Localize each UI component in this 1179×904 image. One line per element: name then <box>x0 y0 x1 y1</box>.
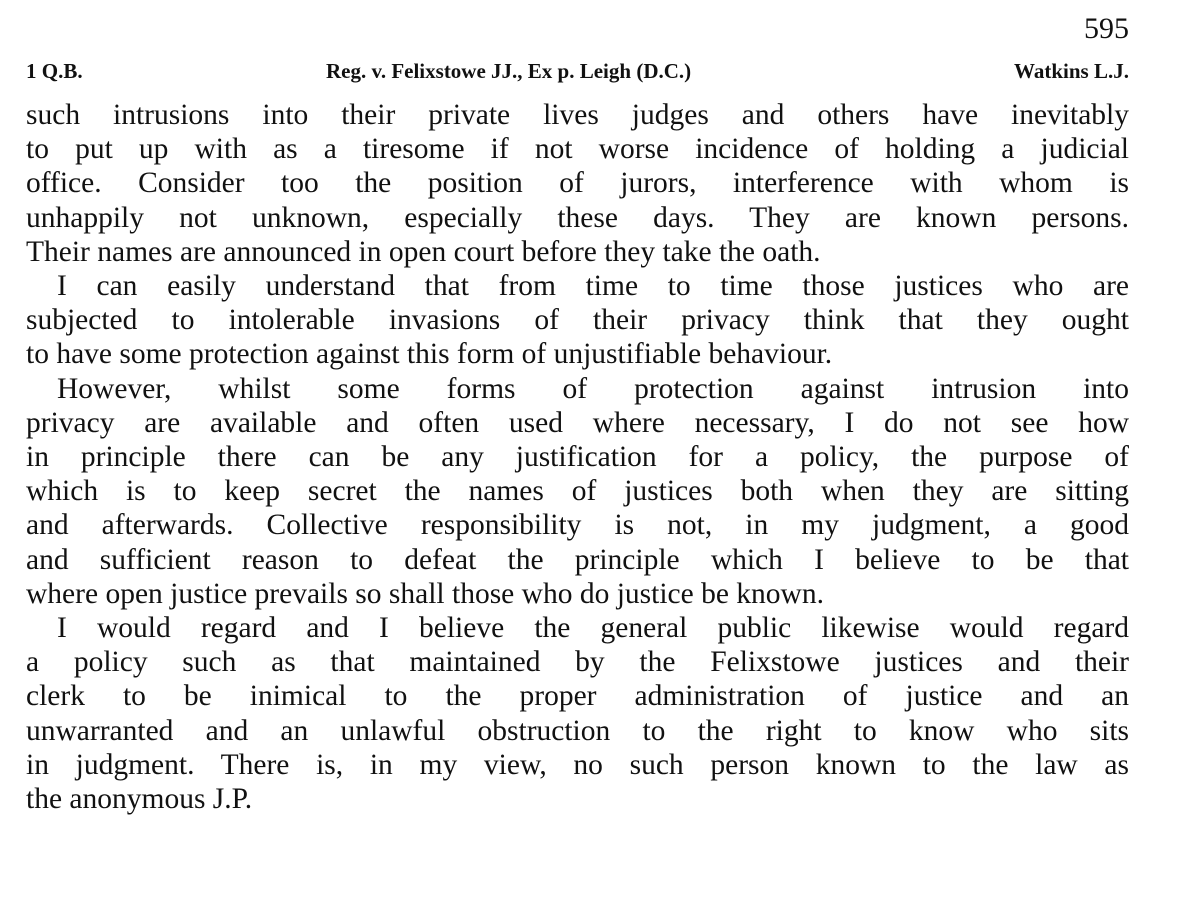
text-line: to put up with as a tiresome if not worse incidence of holding a judicial <box>26 133 1129 166</box>
text-line: the anonymous J.P. <box>26 783 253 816</box>
text-line: unhappily not unknown, especially these days. They are known persons. <box>26 201 1129 234</box>
text-line: to have some protection against this form of unjustifiable behaviour. <box>26 338 833 371</box>
text-line: subjected to intolerable invasions of their privacy think that they ought <box>26 304 1129 337</box>
text-line: and afterwards. Collective responsibility is not, in my judgment, a good <box>26 509 1129 542</box>
text-line: in principle there can be any justification for a policy, the purpose of <box>26 441 1129 474</box>
text-line: and sufficient reason to defeat the principle which I believe to be that <box>26 543 1129 576</box>
text-line: where open justice prevails so shall those who do justice be known. <box>26 577 824 610</box>
text-line: However, whilst some forms of protection against intrusion into <box>57 372 1129 405</box>
case-title: Reg. v. Felixstowe JJ., Ex p. Leigh (D.C.) <box>326 59 692 83</box>
text-line: which is to keep secret the names of justices both when they are sitting <box>26 475 1129 508</box>
text-line: in judgment. There is, in my view, no such person known to the law as <box>26 748 1129 781</box>
text-line: clerk to be inimical to the proper administration of justice and an <box>26 680 1129 713</box>
text-line: office. Consider too the position of jurors, interference with whom is <box>26 167 1129 200</box>
judgment-text <box>26 98 1129 816</box>
running-head <box>26 56 1129 86</box>
text-line: Their names are announced in open court before they take the oath. <box>26 235 821 268</box>
page-number: 595 <box>1084 12 1129 45</box>
text-line: a policy such as that maintained by the Felixstowe justices and their <box>26 646 1129 679</box>
text-line: I can easily understand that from time to time those justices who are <box>57 270 1129 303</box>
text-line: unwarranted and an unlawful obstruction to the right to know who sits <box>26 714 1129 747</box>
text-line: privacy are available and often used where necessary, I do not see how <box>26 406 1129 439</box>
text-line: such intrusions into their private lives judges and others have inevitably <box>26 99 1129 131</box>
text-line: I would regard and I believe the general public likewise would regard <box>57 612 1129 645</box>
report-citation: 1 Q.B. <box>26 59 83 83</box>
judge-name: Watkins L.J. <box>1014 59 1129 83</box>
